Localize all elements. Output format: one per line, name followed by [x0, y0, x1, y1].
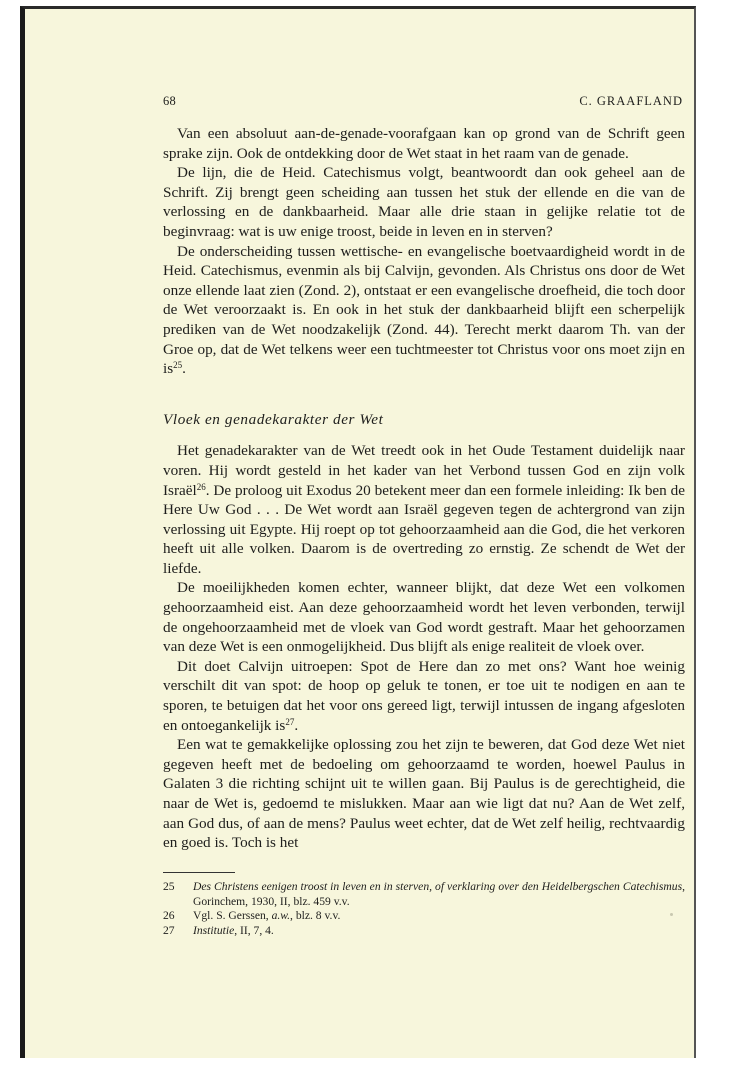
paragraph-3: [163, 242, 685, 379]
paragraph-3-end: .: [182, 360, 186, 378]
section-heading: Vloek en genadekarakter der Wet: [163, 410, 384, 428]
footnote-27: [163, 924, 685, 939]
paragraph-6-text: Dit doet Calvijn uitroepen: Spot de Here dan zo met ons? Want hoe weinig verschilt dit van spot: de hoop op geluk te tonen, er toe uit te nodigen en aan te sporen, te betuigen dat het voor ons gereed ligt, terwijl intussen de ingang afgesloten en ontoegankelijk is: [163, 657, 685, 734]
footnote-title: Des Christens eenigen troost in leven en in sterven, of verklaring over den Heidelbergschen Catechismus: [193, 880, 683, 893]
footnote-ref-27[interactable]: 27: [285, 716, 295, 727]
footnote-25: [163, 880, 685, 909]
footnote-rest: , II, 7, 4.: [234, 923, 274, 937]
paragraph-3-text: De onderscheiding tussen wettische- en evangelische boetvaardigheid wordt in de Heid. Catechismus, evenmin als bij Calvijn, gevonden. Als Christus ons door de Wet onze ellende laat zien (Zond. 2), ontstaat er een evangelische droefheid, die toch door de Wet veroorzaakt is. En ook in het stuk der dankbaarheid blijft een scherpelijk prediken van de Wet noodzakelijk (Zond. 44). Terecht merkt daarom Th. van der Groe op, dat de Wet telkens weer een tuchtmeester tot Christus voor ons moet zijn en is: [163, 242, 685, 378]
footnote-pre: Vgl. S. Gerssen,: [193, 909, 272, 923]
paragraph-6: [163, 657, 685, 735]
footnote-ref-25[interactable]: 25: [173, 360, 183, 371]
footnote-rest: , blz. 8 v.v.: [290, 909, 341, 923]
body-text: [163, 124, 685, 853]
paragraph-4-text-a: Het genadekarakter van de Wet treedt ook in het Oude Testament duidelijk naar voren. Hij wordt gesteld in het kader van het Verbond tussen God en zijn volk Israël: [163, 442, 685, 499]
footnote-number: 27: [163, 923, 175, 937]
paragraph-6-end: .: [294, 716, 299, 734]
paragraph-7: Een wat te gemakkelijke oplossing zou het zijn te beweren, dat God deze Wet niet gegeven heeft met de bedoeling om gehoorzaamd te worden, hoewel Paulus in Galaten 3 die richting schijnt uit te willen gaan. Bij Paulus is de gerechtigheid, die naar de Wet is, gedoemd te mislukken. Maar aan wie ligt dat nu? Aan de Wet zelf, aan God dus, of aan de mens? Paulus weet echter, dat de Wet zelf heilig, rechtvaardig en goed is. Toch is het: [163, 736, 685, 852]
paragraph-5: De moeilijkheden komen echter, wanneer blijkt, dat deze Wet een volkomen gehoorzaamheid eist. Aan deze gehoorzaamheid wordt het leven verbonden, terwijl de ongehoorzaamheid met de vloek van God wordt gestraft. Maar het gehoorzamen van deze Wet is een onmogelijkheid. Dus blijft als enige realiteit de vloek over.: [163, 579, 685, 656]
running-head-author: C. GRAAFLAND: [579, 94, 683, 108]
footnote-title: Institutie: [193, 923, 235, 937]
paragraph-4: [163, 441, 685, 578]
footnote-number: 26: [163, 909, 175, 923]
paragraph-4-text-b: . De proloog uit Exodus 20 betekent meer dan een formele inleiding: Ik ben de Here Uw God . . . De Wet wordt aan Israël gegeven tegen de achtergrond van zijn verlossing uit Egypte. Hij roept op tot gehoorzaamheid aan die God, die het verkoren heeft uit alle volken. Daarom is de overtreding zo ernstig. Ze schendt de Wet der liefde.: [163, 481, 685, 577]
paragraph-1: Van een absoluut aan-de-genade-voorafgaan kan op grond van de Schrift geen sprake zijn. Ook de ontdekking door de Wet staat in het raam van de genade.: [163, 125, 685, 162]
footnote-number: 25: [163, 880, 175, 893]
paragraph-2: De lijn, die de Heid. Catechismus volgt, beantwoordt dan ook geheel aan de Schrift. Zij brengt geen scheiding aan tussen het stuk der ellende en die van de verlossing en de dankbaarheid. Maar alle drie staan in gelijke relatie tot de beginvraag: wat is uw enige troost, beide in leven en in sterven?: [163, 164, 685, 240]
footnote-rule: [163, 872, 235, 873]
footnote-rest: , Gorinchem, 1930, II, blz. 459 v.v.: [193, 880, 685, 908]
page-number: 68: [163, 94, 177, 108]
footnote-abbr: a.w.: [271, 909, 291, 923]
footnotes: [163, 880, 685, 938]
footnote-ref-26[interactable]: 26: [196, 481, 206, 492]
running-header: [163, 94, 683, 112]
footnote-26: [163, 909, 685, 924]
